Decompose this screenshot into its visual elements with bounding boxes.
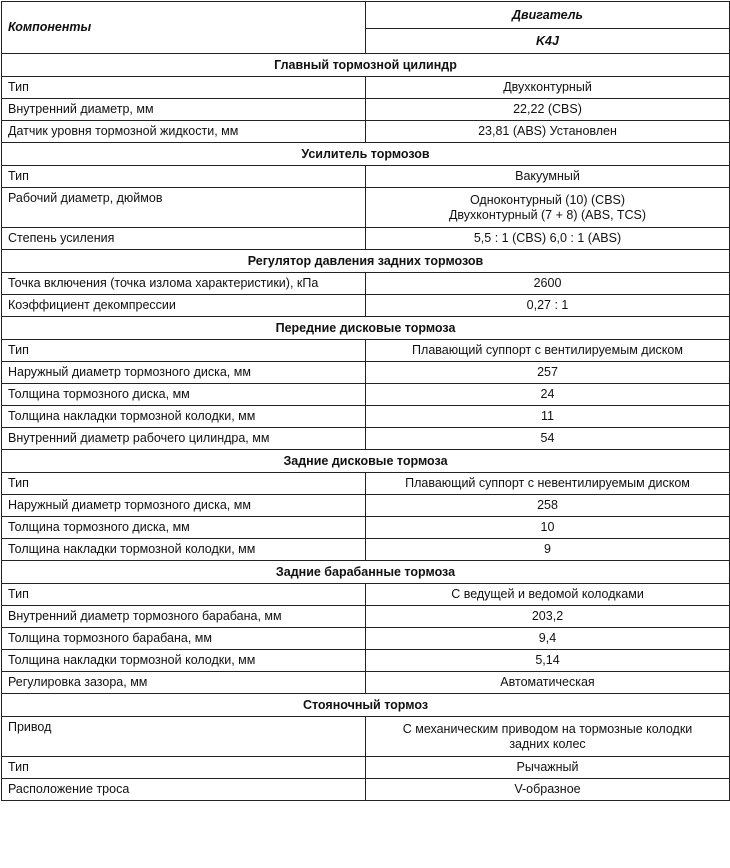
engine-code: K4J xyxy=(366,29,730,54)
param-value: V-образное xyxy=(366,779,730,801)
table-row xyxy=(2,517,730,539)
table-row xyxy=(2,672,730,694)
param-value: 0,27 : 1 xyxy=(366,295,730,317)
param-value: 11 xyxy=(366,406,730,428)
param-label: Наружный диаметр тормозного диска, мм xyxy=(2,495,366,517)
table-row xyxy=(2,495,730,517)
section-title-rear-drum-brakes: Задние барабанные тормоза xyxy=(2,561,730,584)
table-row xyxy=(2,717,730,757)
section-header-row xyxy=(2,561,730,584)
section-header-row xyxy=(2,250,730,273)
section-header-row xyxy=(2,450,730,473)
param-value: 10 xyxy=(366,517,730,539)
value-line: С механическим приводом на тормозные колодки xyxy=(402,721,693,736)
table-row xyxy=(2,757,730,779)
param-label: Точка включения (точка излома характеристики), кПа xyxy=(2,273,366,295)
param-value: 5,14 xyxy=(366,650,730,672)
param-label: Толщина накладки тормозной колодки, мм xyxy=(2,539,366,561)
param-label: Тип xyxy=(2,77,366,99)
param-value: Плавающий суппорт с вентилируемым диском xyxy=(366,340,730,362)
table-row xyxy=(2,273,730,295)
table-row xyxy=(2,228,730,250)
param-value xyxy=(366,188,730,228)
table-row xyxy=(2,779,730,801)
param-label: Толщина накладки тормозной колодки, мм xyxy=(2,650,366,672)
value-line: Двухконтурный (7 + 8) (ABS, TCS) xyxy=(448,207,647,222)
table-row xyxy=(2,584,730,606)
param-value: 258 xyxy=(366,495,730,517)
param-label: Внутренний диаметр, мм xyxy=(2,99,366,121)
section-title-brake-booster: Усилитель тормозов xyxy=(2,143,730,166)
param-value: 257 xyxy=(366,362,730,384)
param-value: Двухконтурный xyxy=(366,77,730,99)
table-row xyxy=(2,384,730,406)
param-label: Степень усиления xyxy=(2,228,366,250)
brake-spec-table xyxy=(1,1,730,801)
table-row xyxy=(2,406,730,428)
param-label: Наружный диаметр тормозного диска, мм xyxy=(2,362,366,384)
param-label: Регулировка зазора, мм xyxy=(2,672,366,694)
param-label: Тип xyxy=(2,757,366,779)
table-row xyxy=(2,166,730,188)
param-value: 22,22 (CBS) xyxy=(366,99,730,121)
table-row xyxy=(2,362,730,384)
param-label: Внутренний диаметр рабочего цилиндра, мм xyxy=(2,428,366,450)
param-value: 9 xyxy=(366,539,730,561)
table-row xyxy=(2,628,730,650)
param-label: Внутренний диаметр тормозного барабана, мм xyxy=(2,606,366,628)
section-header-row xyxy=(2,143,730,166)
section-title-rear-disc-brakes: Задние дисковые тормоза xyxy=(2,450,730,473)
table-row xyxy=(2,650,730,672)
param-label: Тип xyxy=(2,473,366,495)
engine-header: Двигатель xyxy=(366,2,730,29)
section-title-pressure-regulator: Регулятор давления задних тормозов xyxy=(2,250,730,273)
param-value xyxy=(366,717,730,757)
table-row xyxy=(2,99,730,121)
param-value: Автоматическая xyxy=(366,672,730,694)
table-row xyxy=(2,428,730,450)
section-header-row xyxy=(2,694,730,717)
value-line: задних колес xyxy=(509,736,586,751)
param-label: Толщина накладки тормозной колодки, мм xyxy=(2,406,366,428)
param-value: Рычажный xyxy=(366,757,730,779)
table-row xyxy=(2,340,730,362)
table-row xyxy=(2,606,730,628)
param-label: Датчик уровня тормозной жидкости, мм xyxy=(2,121,366,143)
param-label: Коэффициент декомпрессии xyxy=(2,295,366,317)
param-label: Тип xyxy=(2,340,366,362)
table-row xyxy=(2,473,730,495)
param-label: Рабочий диаметр, дюймов xyxy=(2,188,366,228)
section-title-front-disc-brakes: Передние дисковые тормоза xyxy=(2,317,730,340)
value-line: Одноконтурный (10) (CBS) xyxy=(469,192,626,207)
section-title-master-cylinder: Главный тормозной цилиндр xyxy=(2,54,730,77)
param-value: 5,5 : 1 (CBS) 6,0 : 1 (ABS) xyxy=(366,228,730,250)
table-row xyxy=(2,188,730,228)
table-row xyxy=(2,295,730,317)
param-value: 23,81 (ABS) Установлен xyxy=(366,121,730,143)
param-label: Расположение троса xyxy=(2,779,366,801)
param-value: 54 xyxy=(366,428,730,450)
param-label: Тип xyxy=(2,584,366,606)
components-header: Компоненты xyxy=(2,2,366,54)
table-row xyxy=(2,121,730,143)
param-value: 2600 xyxy=(366,273,730,295)
param-value: Вакуумный xyxy=(366,166,730,188)
param-label: Толщина тормозного барабана, мм xyxy=(2,628,366,650)
section-header-row xyxy=(2,317,730,340)
table-header-row xyxy=(2,2,730,29)
section-header-row xyxy=(2,54,730,77)
param-value: С ведущей и ведомой колодками xyxy=(366,584,730,606)
param-value: Плавающий суппорт с невентилируемым диском xyxy=(366,473,730,495)
param-label: Толщина тормозного диска, мм xyxy=(2,384,366,406)
param-label: Привод xyxy=(2,717,366,757)
param-value: 24 xyxy=(366,384,730,406)
table-row xyxy=(2,539,730,561)
table-row xyxy=(2,77,730,99)
param-label: Тип xyxy=(2,166,366,188)
param-value: 9,4 xyxy=(366,628,730,650)
section-title-parking-brake: Стояночный тормоз xyxy=(2,694,730,717)
param-value: 203,2 xyxy=(366,606,730,628)
param-label: Толщина тормозного диска, мм xyxy=(2,517,366,539)
